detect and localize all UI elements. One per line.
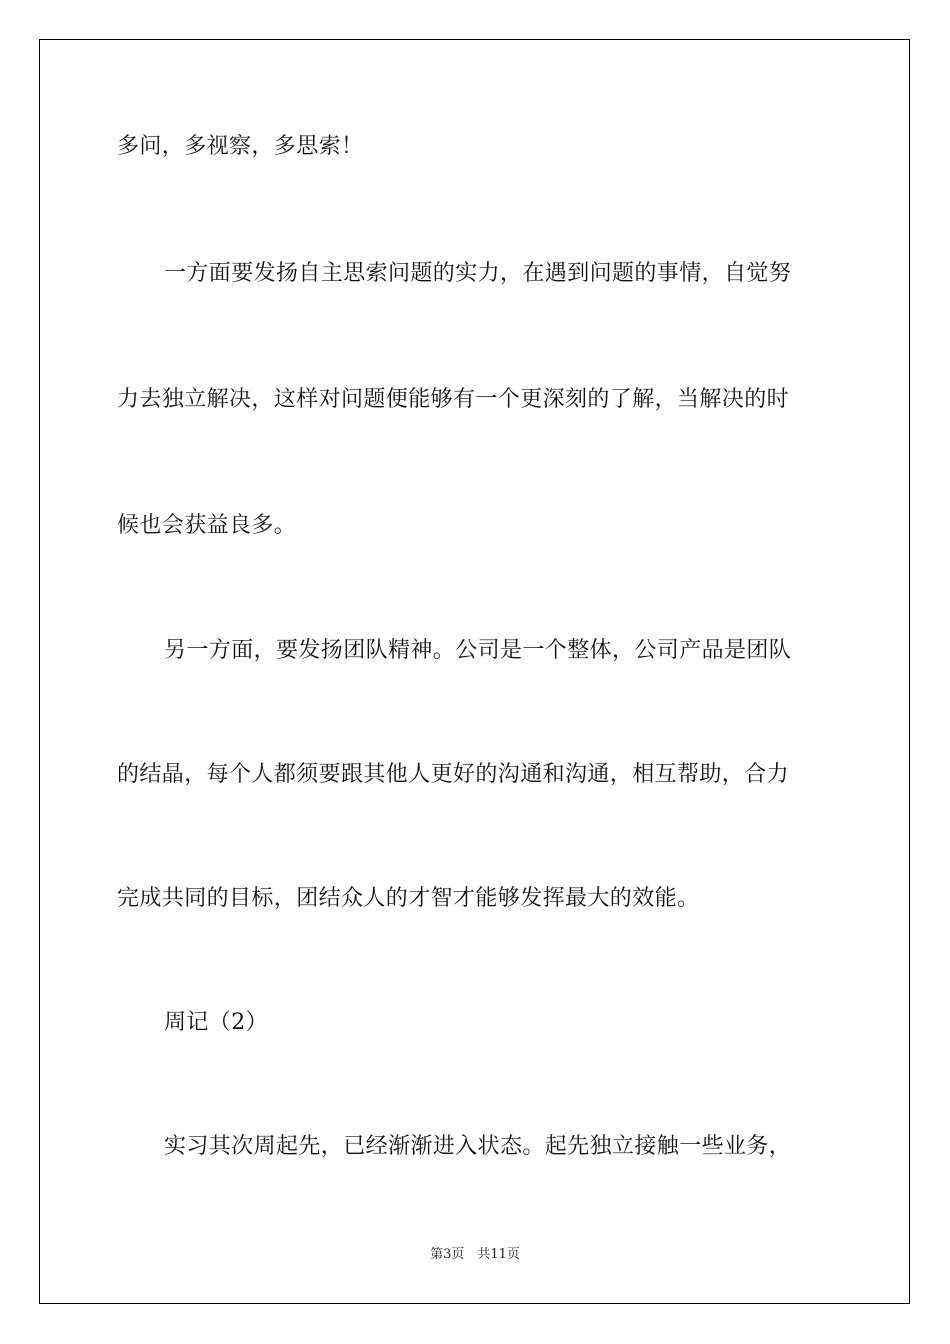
text-line-1: 多问，多视察，多思索！ bbox=[117, 134, 364, 159]
text-line-4: 候也会获益良多。 bbox=[117, 513, 297, 538]
text-line-5: 另一方面，要发扬团队精神。公司是一个整体，公司产品是团队 bbox=[164, 638, 792, 663]
section-heading: 周记（2） bbox=[164, 1010, 268, 1035]
text-line-7: 完成共同的目标，团结众人的才智才能够发挥最大的效能。 bbox=[117, 886, 700, 911]
text-line-2: 一方面要发扬自主思索问题的实力，在遇到问题的事情，自觉努 bbox=[164, 261, 792, 286]
text-line-6: 的结晶，每个人都须要跟其他人更好的沟通和沟通，相互帮助，合力 bbox=[117, 762, 790, 787]
text-line-3: 力去独立解决，这样对问题便能够有一个更深刻的了解，当解决的时 bbox=[117, 387, 790, 412]
text-line-9: 实习其次周起先，已经渐渐进入状态。起先独立接触一些业务， bbox=[164, 1134, 792, 1159]
page-number-footer: 第3页 共11页 bbox=[430, 1247, 520, 1262]
page-border bbox=[39, 39, 910, 1304]
